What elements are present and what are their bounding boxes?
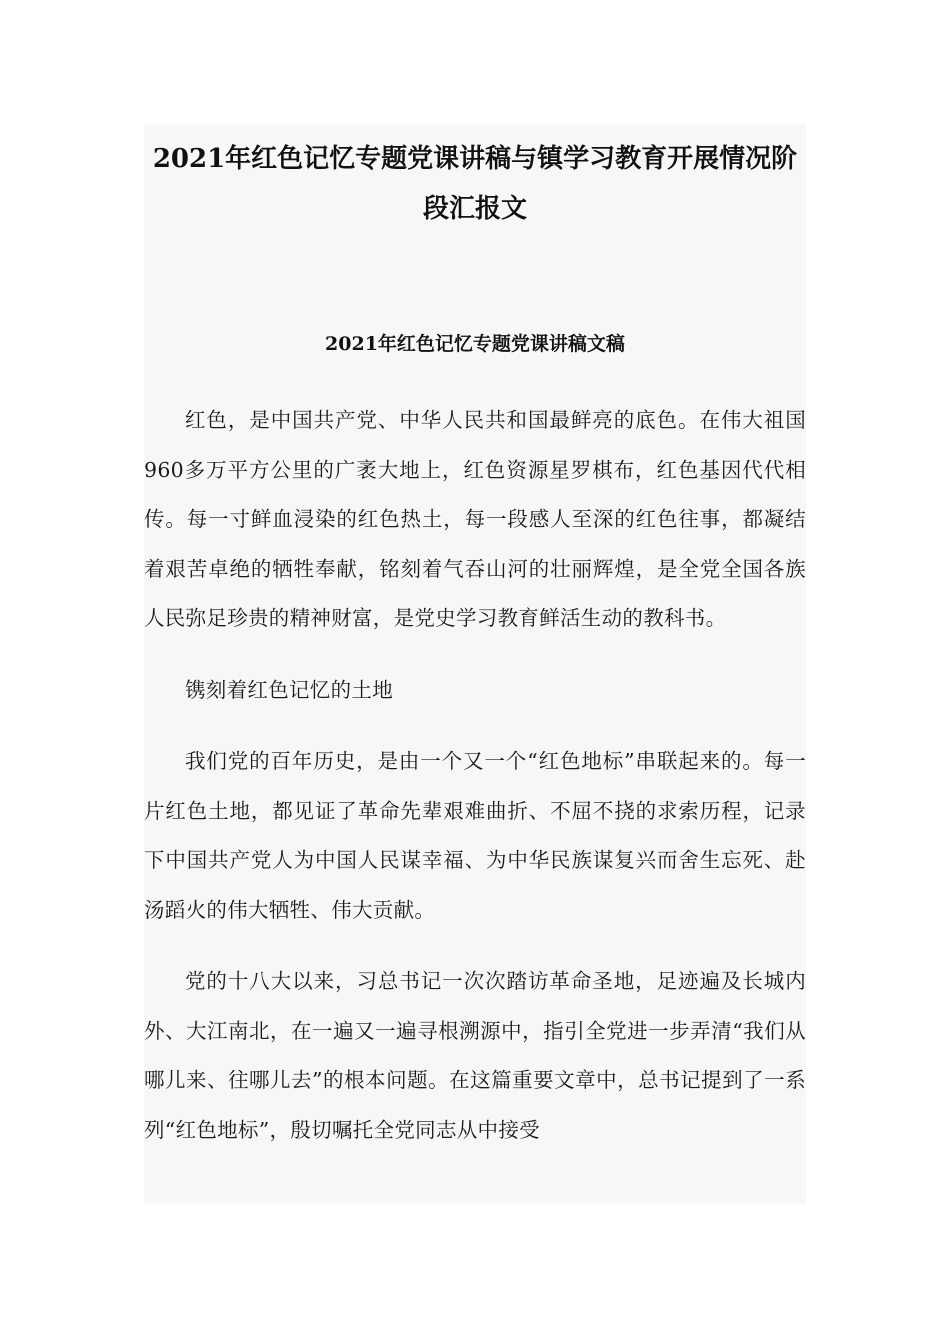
document-subtitle: 2021年红色记忆专题党课讲稿文稿 xyxy=(325,333,625,355)
paragraph: 党的十八大以来，习总书记一次次踏访革命圣地，足迹遍及长城内外、大江南北，在一遍又一遍寻根溯源中，指引全党进一步弄清“我们从哪儿来、往哪儿去”的根本问题。在这篇重要文章中，总书记提到了一系列“红色地标”，殷切嘱托全党同志从中接受 xyxy=(144,969,806,1142)
paragraph: 我们党的百年历史，是由一个又一个“红色地标”串联起来的。每一片红色土地，都见证了革命先辈艰难曲折、不屈不挠的求索历程，记录下中国共产党人为中国人民谋幸福、为中华民族谋复兴而舍生忘死、赴汤蹈火的伟大牺牲、伟大贡献。 xyxy=(144,749,806,922)
paragraph: 红色，是中国共产党、中华人民共和国最鲜亮的底色。在伟大祖国960多万平方公里的广袤大地上，红色资源星罗棋布，红色基因代代相传。每一寸鲜血浸染的红色热土，每一段感人至深的红色往事，都凝结着艰苦卓绝的牺牲奉献，铭刻着气吞山河的壮丽辉煌，是全党全国各族人民弥足珍贵的精神财富，是党史学习教育鲜活生动的教科书。 xyxy=(144,408,806,630)
document-page xyxy=(144,124,806,1204)
document-title: 2021年红色记忆专题党课讲稿与镇学习教育开展情况阶段汇报文 xyxy=(152,144,798,224)
document-body xyxy=(144,396,806,1155)
section-heading: 镌刻着红色记忆的土地 xyxy=(185,677,393,702)
